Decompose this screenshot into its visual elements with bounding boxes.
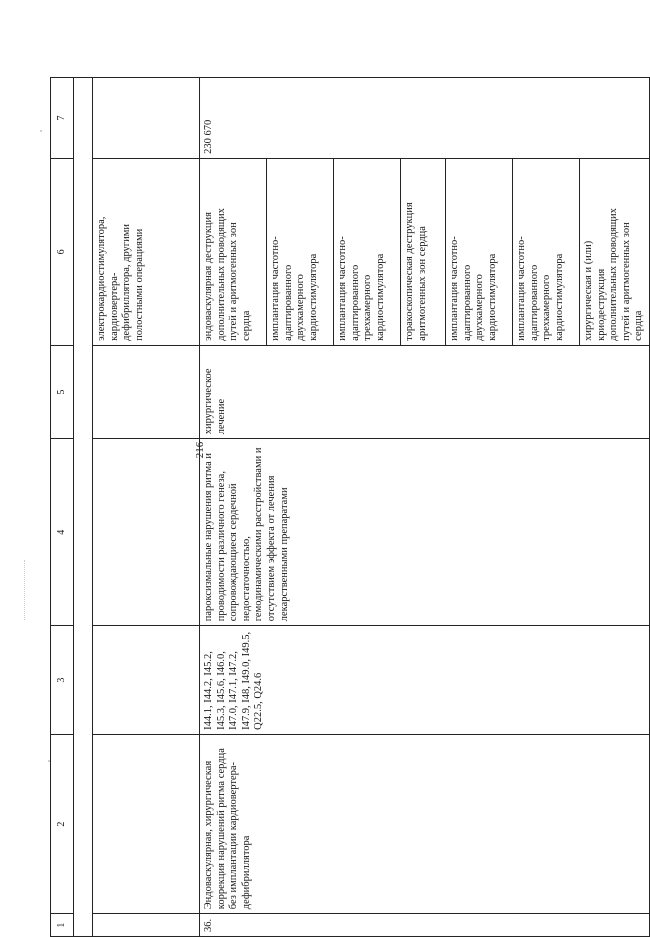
- treatment-method: имплантация частотно- адаптированного трехкамерного кардиостимулятора: [513, 158, 580, 345]
- continuation-method-text: электрокардиостимулятора, кардиовертера- дефибриллятора, другими полостными операциями: [93, 158, 200, 345]
- treatment-method: эндоваскулярная деструкция дополнительных проводящих путей и аритмогенных зон сердца: [200, 158, 267, 345]
- column-number: 2: [51, 734, 74, 913]
- treatment-type: хирургическое лечение: [200, 345, 650, 438]
- column-number: 6: [51, 158, 74, 345]
- column-number: 7: [51, 77, 74, 158]
- scan-artifact-line: [24, 560, 25, 620]
- cell-empty: [93, 734, 200, 913]
- spacer-row: [74, 77, 93, 936]
- column-number: 3: [51, 626, 74, 735]
- icd-codes: I44.1, I44.2, I45.2, I45.3, I45.6, I46.0, I47.0, I47.1, I47.2, I47.9, I48, I49.0, I49.5, Q22.5, Q24.6: [200, 626, 650, 735]
- spacer-cell: [74, 77, 93, 936]
- care-type-name: Эндоваскулярная, хирургическая коррекция нарушений ритма сердца без имплантации кардиовертера-дефибриллятора: [200, 734, 650, 913]
- treatment-method: имплантация частотно- адаптированного двухкамерного кардиостимулятора: [267, 158, 334, 345]
- column-number: 1: [51, 914, 74, 937]
- medical-care-table: [50, 77, 650, 937]
- norm-amount: 230 670: [200, 77, 650, 158]
- continuation-row: [93, 77, 200, 936]
- cell-empty: [93, 345, 200, 438]
- column-number: 5: [51, 345, 74, 438]
- cell-empty: [93, 439, 200, 626]
- table-row: [200, 77, 267, 936]
- row-number: 36.: [200, 914, 650, 937]
- column-number: 4: [51, 439, 74, 626]
- treatment-method: имплантация частотно- адаптированного двухкамерного кардиостимулятора: [446, 158, 513, 345]
- patient-model: пароксизмальные нарушения ритма и проводимости различного генеза, сопровождающиеся сердечной недостаточностью, гемодинамическими расстройствами и отсутствием эффекта от лечения лекарственными препаратами: [200, 439, 650, 626]
- treatment-method: торакоскопическая деструкция аритмогенных зон сердца: [401, 158, 446, 345]
- cell-empty: [93, 77, 200, 158]
- column-number-row: [51, 77, 74, 936]
- cell-empty: [93, 914, 200, 937]
- page-number: 216: [194, 441, 206, 459]
- treatment-method: хирургическая и (или) криодеструкция дополнительных проводящих путей и аритмогенных зон сердца: [580, 158, 650, 345]
- cell-empty: [93, 626, 200, 735]
- treatment-method: имплантация частотно- адаптированного трехкамерного кардиостимулятора: [334, 158, 401, 345]
- scan-speck: [40, 130, 42, 132]
